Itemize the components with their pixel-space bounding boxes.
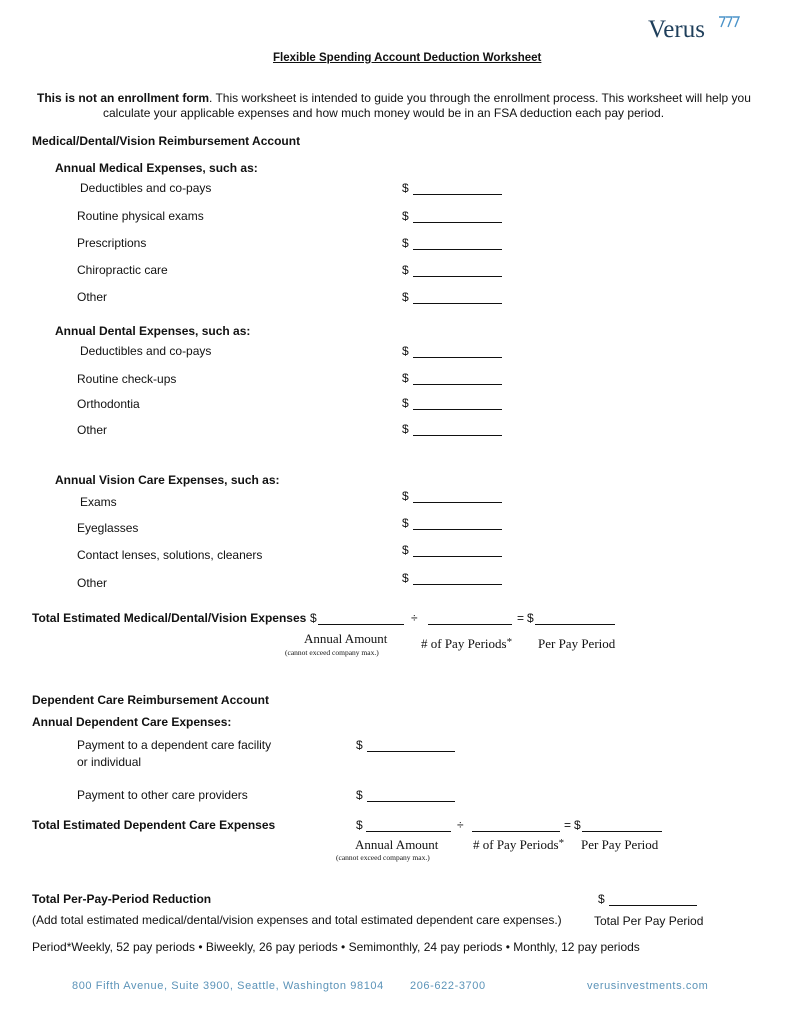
logo-text: Verus bbox=[648, 16, 705, 43]
annual-amount-label: Annual Amount bbox=[355, 837, 439, 852]
amount-field[interactable]: $ bbox=[402, 543, 502, 557]
dental-item: Orthodontia bbox=[77, 397, 140, 411]
amount-field[interactable]: $ bbox=[356, 788, 455, 802]
total-per-pay-period-field[interactable]: $ bbox=[598, 892, 697, 906]
dental-item: Routine check-ups bbox=[77, 372, 177, 386]
dental-item: Deductibles and co-pays bbox=[80, 344, 212, 358]
medical-annual-amount-field[interactable] bbox=[318, 624, 404, 625]
dollar-sign: $ bbox=[310, 611, 317, 625]
total-reduction-note: (Add total estimated medical/dental/vision expenses and total estimated dependent care expenses.) bbox=[32, 913, 562, 927]
page-title: Flexible Spending Account Deduction Worksheet bbox=[273, 52, 542, 64]
divide-sign: ÷ bbox=[457, 818, 464, 832]
dependent-pay-periods-field[interactable] bbox=[472, 831, 560, 832]
pay-periods-label: # of Pay Periods* bbox=[421, 636, 513, 651]
amount-field[interactable]: $ bbox=[402, 516, 502, 530]
medical-per-pay-period-field[interactable] bbox=[535, 624, 615, 625]
equals-sign: = bbox=[517, 611, 525, 625]
medical-item: Prescriptions bbox=[77, 236, 147, 250]
dental-expenses-heading: Annual Dental Expenses, such as: bbox=[55, 324, 251, 338]
total-reduction-label: Total Per-Pay-Period Reduction bbox=[32, 892, 212, 906]
amount-field[interactable]: $ bbox=[402, 181, 502, 195]
amount-field[interactable]: $ bbox=[402, 371, 502, 385]
dependent-expenses-heading: Annual Dependent Care Expenses: bbox=[32, 715, 232, 729]
amount-field[interactable]: $ bbox=[402, 571, 502, 585]
intro-bold: This is not an enrollment form bbox=[37, 91, 210, 105]
vision-expenses-heading: Annual Vision Care Expenses, such as: bbox=[55, 473, 280, 487]
divide-sign: ÷ bbox=[411, 611, 418, 625]
dependent-per-pay-period-field[interactable] bbox=[582, 831, 662, 832]
dependent-item: Payment to other care providers bbox=[77, 788, 248, 802]
footer-phone: 206-622-3700 bbox=[410, 980, 486, 992]
amount-field[interactable]: $ bbox=[402, 209, 502, 223]
period-note: Period*Weekly, 52 pay periods • Biweekly, 26 pay periods • Semimonthly, 24 pay periods • Monthly, 12 pay periods bbox=[32, 940, 640, 954]
medical-account-heading: Medical/Dental/Vision Reimbursement Account bbox=[32, 134, 301, 148]
medical-total-label: Total Estimated Medical/Dental/Vision Expenses bbox=[32, 611, 307, 625]
dependent-item: or individual bbox=[77, 755, 142, 769]
total-per-pay-period-label: Total Per Pay Period bbox=[594, 914, 704, 928]
amount-field[interactable]: $ bbox=[402, 422, 502, 436]
medical-pay-periods-field[interactable] bbox=[428, 624, 512, 625]
amount-field[interactable]: $ bbox=[402, 344, 502, 358]
amount-field[interactable]: $ bbox=[402, 236, 502, 250]
vision-item: Eyeglasses bbox=[77, 521, 139, 535]
vision-item: Other bbox=[77, 576, 108, 590]
vision-item: Contact lenses, solutions, cleaners bbox=[77, 548, 263, 562]
medical-item: Other bbox=[77, 290, 108, 304]
dependent-total-label: Total Estimated Dependent Care Expenses bbox=[32, 818, 276, 832]
vision-item: Exams bbox=[80, 495, 117, 509]
per-pay-period-label: Per Pay Period bbox=[538, 636, 616, 651]
dollar-sign: $ bbox=[574, 818, 581, 832]
annual-amount-label: Annual Amount bbox=[304, 631, 388, 646]
intro-line1-rest: . This worksheet is intended to guide you through the enrollment process. This worksheet will help you bbox=[209, 91, 751, 105]
medical-item: Routine physical exams bbox=[77, 209, 204, 223]
dependent-annual-amount-field[interactable] bbox=[366, 831, 451, 832]
dollar-sign: $ bbox=[356, 818, 363, 832]
amount-field[interactable]: $ bbox=[356, 738, 455, 752]
cannot-exceed-note: (cannot exceed company max.) bbox=[336, 853, 430, 862]
footer-address: 800 Fifth Avenue, Suite 3900, Seattle, Washington 98104 bbox=[72, 980, 384, 992]
verus-logo bbox=[648, 16, 705, 44]
footer-website[interactable]: verusinvestments.com bbox=[587, 980, 709, 992]
dependent-account-heading: Dependent Care Reimbursement Account bbox=[32, 693, 269, 707]
medical-expenses-heading: Annual Medical Expenses, such as: bbox=[55, 161, 258, 175]
medical-item: Chiropractic care bbox=[77, 263, 168, 277]
dental-item: Other bbox=[77, 423, 108, 437]
dollar-sign: $ bbox=[527, 611, 534, 625]
dependent-item: Payment to a dependent care facility bbox=[77, 738, 272, 752]
amount-field[interactable]: $ bbox=[402, 489, 502, 503]
amount-field[interactable]: $ bbox=[402, 396, 502, 410]
cannot-exceed-note: (cannot exceed company max.) bbox=[285, 648, 379, 657]
per-pay-period-label: Per Pay Period bbox=[581, 837, 659, 852]
medical-item: Deductibles and co-pays bbox=[80, 181, 212, 195]
equals-sign: = bbox=[564, 818, 572, 832]
intro-line-2: calculate your applicable expenses and how much money would be in an FSA deduction each pay period. bbox=[103, 106, 665, 120]
intro-line-1 bbox=[37, 91, 751, 105]
pay-periods-label: # of Pay Periods* bbox=[473, 837, 565, 852]
amount-field[interactable]: $ bbox=[402, 290, 502, 304]
logo-mark-icon bbox=[718, 14, 742, 30]
amount-field[interactable]: $ bbox=[402, 263, 502, 277]
